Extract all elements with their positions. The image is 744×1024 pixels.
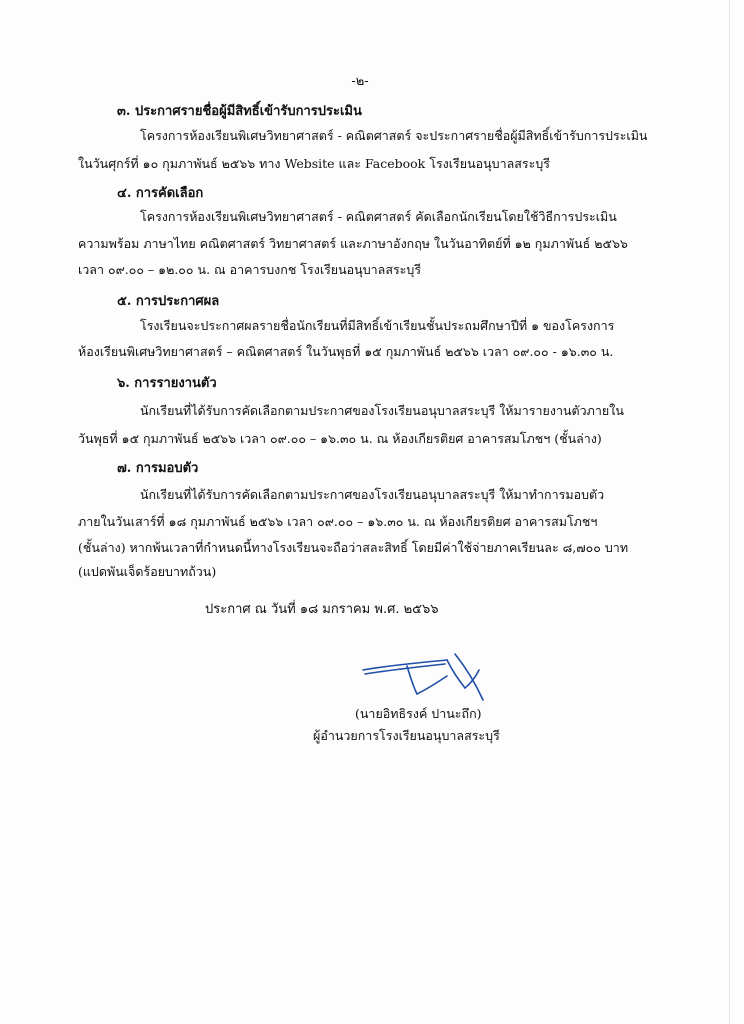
section-3-heading: ๓. ประกาศรายชื่อผู้มีสิทธิ์เข้ารับการประเมิน <box>117 104 362 119</box>
signature-image <box>355 648 505 708</box>
section-7-line-3: (ชั้นล่าง) หากพ้นเวลาที่กำหนดนี้ทางโรงเรียนจะถือว่าสละสิทธิ์ โดยมีค่าใช้จ่ายภาคเรียนละ ๘,๗๐๐ บาท <box>78 540 629 555</box>
section-7-line-1: นักเรียนที่ได้รับการคัดเลือกตามประกาศของโรงเรียนอนุบาลสระบุรี ให้มาทำการมอบตัว <box>140 487 605 502</box>
page-number: -๒- <box>351 74 369 89</box>
section-5-line-1: โรงเรียนจะประกาศผลรายชื่อนักเรียนที่มีสิทธิ์เข้าเรียนชั้นประถมศึกษาปีที่ ๑ ของโครงการ <box>140 318 615 333</box>
section-3-line-1: โครงการห้องเรียนพิเศษวิทยาศาสตร์ - คณิตศาสตร์ จะประกาศรายชื่อผู้มีสิทธิ์เข้ารับการประเมิน <box>140 128 648 143</box>
section-7-heading: ๗. การมอบตัว <box>117 461 199 476</box>
section-5-line-2: ห้องเรียนพิเศษวิทยาศาสตร์ – คณิตศาสตร์ ในวันพุธที่ ๑๕ กุมภาพันธ์ ๒๕๖๖ เวลา ๐๙.๐๐ - ๑๖.๓๐ น. <box>78 344 614 359</box>
section-4-line-3: เวลา ๐๙.๐๐ – ๑๒.๐๐ น. ณ อาคารบงกช โรงเรียนอนุบาลสระบุรี <box>78 262 422 277</box>
section-5-heading: ๕. การประกาศผล <box>117 294 220 309</box>
signer-title: ผู้อำนวยการโรงเรียนอนุบาลสระบุรี <box>313 728 500 743</box>
signer-name: (นายอิทธิรงค์ ปานะถึก) <box>355 706 482 721</box>
section-3-line-2: ในวันศุกร์ที่ ๑๐ กุมภาพันธ์ ๒๕๖๖ ทาง Website และ Facebook โรงเรียนอนุบาลสระบุรี <box>78 156 550 171</box>
section-6-line-1: นักเรียนที่ได้รับการคัดเลือกตามประกาศของโรงเรียนอนุบาลสระบุรี ให้มารายงานตัวภายใน <box>140 403 624 418</box>
section-4-heading: ๔. การคัดเลือก <box>117 186 204 201</box>
section-4-line-2: ความพร้อม ภาษาไทย คณิตศาสตร์ วิทยาศาสตร์ และภาษาอังกฤษ ในวันอาทิตย์ที่ ๑๒ กุมภาพันธ์ ๒๕๖๖ <box>78 236 628 251</box>
announcement-date: ประกาศ ณ วันที่ ๑๘ มกราคม พ.ศ. ๒๕๖๖ <box>205 602 439 617</box>
page-edge <box>729 0 730 1024</box>
section-6-line-2: วันพุธที่ ๑๕ กุมภาพันธ์ ๒๕๖๖ เวลา ๐๙.๐๐ – ๑๖.๓๐ น. ณ ห้องเกียรติยศ อาคารสมโภชฯ (ชั้นล่าง) <box>78 431 602 446</box>
section-7-line-2: ภายในวันเสาร์ที่ ๑๘ กุมภาพันธ์ ๒๕๖๖ เวลา ๐๙.๐๐ – ๑๖.๓๐ น. ณ ห้องเกียรติยศ อาคารสมโภชฯ <box>78 514 598 529</box>
section-7-line-4: (แปดพันเจ็ดร้อยบาทถ้วน) <box>78 564 217 579</box>
section-4-line-1: โครงการห้องเรียนพิเศษวิทยาศาสตร์ - คณิตศาสตร์ คัดเลือกนักเรียนโดยใช้วิธีการประเมิน <box>140 209 617 224</box>
section-6-heading: ๖. การรายงานตัว <box>117 376 217 391</box>
